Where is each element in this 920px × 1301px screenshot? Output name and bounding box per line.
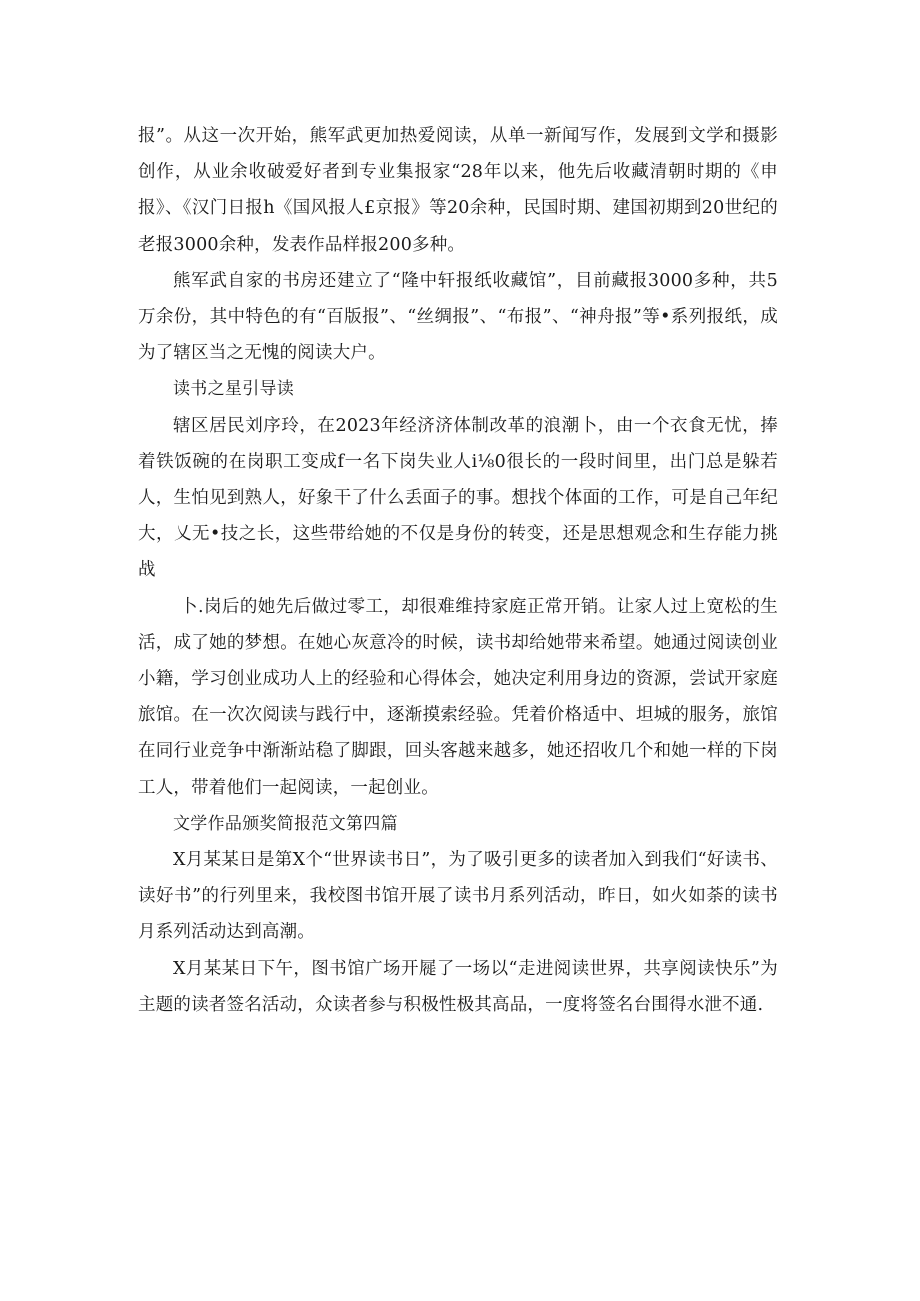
paragraph-entrepreneurship: 卜.岗后的她先后做过零工，却很难维持家庭正常开销。让家人过上宽松的生活，成了她的梦想。在她心灰意冷的时候，读书却给她带来希望。她通过阅读创业小籍，学习创业成功人上的经验和心得体会，她决定利用身边的资源，尝试开家庭旅馆。在一次次阅读与践行中，逐渐摸索经验。凭着价格适中、坦城的服务，旅馆在同行业竞争中渐渐站稳了脚跟，回头客越来越多，她还招收几个和她一样的下岗工人，带着他们一起阅读，一起创业。 <box>138 596 778 798</box>
document-page <box>138 118 778 1023</box>
paragraph-collection-history: 报”。从这一次开始，熊军武更加热爱阅读，从单一新闻写作，发展到文学和摄影创作，从业余收破爱好者到专业集报家“28年以来，他先后收藏清朝时期的《申报》、《汉门日报h《国风报人£京报》等20余种，民国时期、建国初期到20世纪的老报3000余种，发表作品样报200多种。 <box>138 126 778 255</box>
paragraph-resident-story: 辖区居民刘序玲，在2023年经济济体制改革的浪潮卜，由一个衣食无忧，捧着铁饭碗的在岗职工变成f一名下岗失业人i⅛0很长的一段时间里，出门总是躲若人，生怕见到熟人，好象干了什么丢面子的事。想找个体面的工作，可是自己年纪大，乂无•技之长，这些带给她的不仅是身份的转变，还是思想观念和生存能力挑战 <box>138 415 778 581</box>
paragraph-world-book-day: X月某某日是第X个“世界读书日”，为了吸引更多的读者加入到我们“好读书、读好书”的行列里来，我校图书馆开展了读书月系列活动，昨日，如火如荼的读书月系列活动达到高潮。 <box>138 850 778 943</box>
section-heading-reading-star: 读书之星引导读 <box>173 379 295 400</box>
section-heading-fourth-article: 文学作品颁奖简报范文第四篇 <box>173 813 398 834</box>
paragraph-signing-event: X月某某日下午，图书馆广场开屣了一场以“走进阅读世界，共享阅读快乐”为主题的读者签名活动，众读者参与积极性极其高品，一度将签名台围得水泄不通. <box>138 958 778 1015</box>
paragraph-newspaper-museum: 熊军武自家的书房还建立了“隆中轩报纸收藏馆”，目前藏报3000多种，共5万余份，其中特色的有“百版报”、“丝绸报”、“布报”、“神舟报”等•系列报纸，成为了辖区当之无愧的阅读大户。 <box>138 270 778 364</box>
